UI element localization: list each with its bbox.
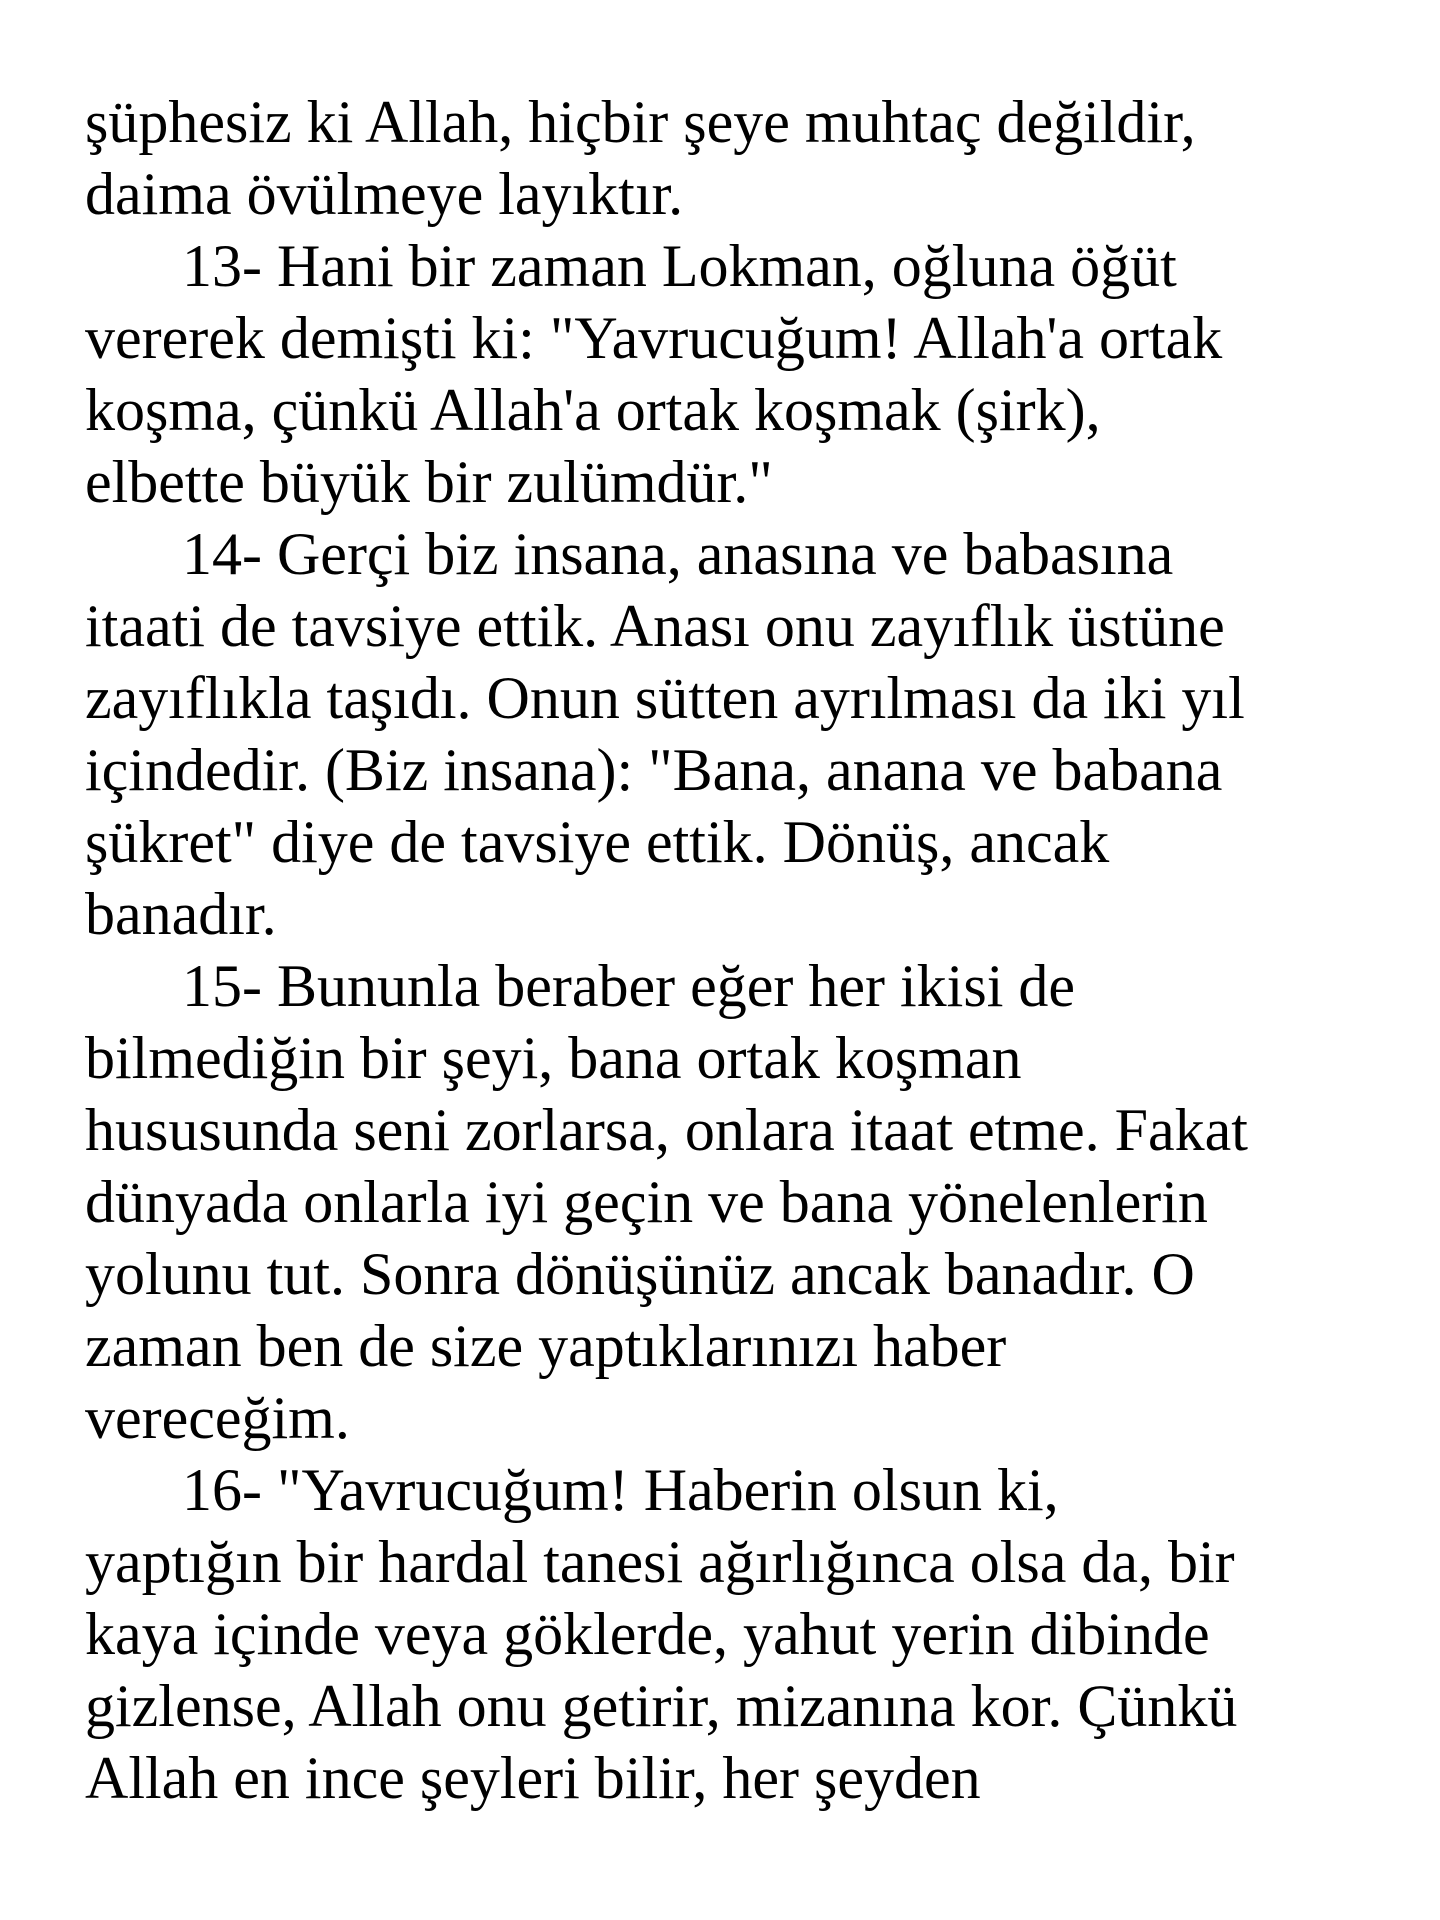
text-line: elbette büyük bir zulümdür." [85,449,773,515]
text-line: hususunda seni zorlarsa, onlara itaat etme. Fakat [85,1097,1248,1163]
text-line: vereceğim. [85,1385,350,1451]
text-line: şüphesiz ki Allah, hiçbir şeye muhtaç değildir, [85,89,1196,155]
text-line: koşma, çünkü Allah'a ortak koşmak (şirk), [85,377,1101,443]
text-line: yaptığın bir hardal tanesi ağırlığınca olsa da, bir [85,1529,1235,1595]
text-line: Allah en ince şeyleri bilir, her şeyden [85,1745,981,1811]
text-line: bilmediğin bir şeyi, bana ortak koşman [85,1025,1022,1091]
text-line: kaya içinde veya göklerde, yahut yerin dibinde [85,1601,1210,1667]
text-line: banadır. [85,881,277,947]
text-line: yolunu tut. Sonra dönüşünüz ancak banadır. O [85,1241,1195,1307]
text-line: dünyada onlarla iyi geçin ve bana yönelenlerin [85,1169,1208,1235]
text-line: vererek demişti ki: "Yavrucuğum! Allah'a ortak [85,305,1223,371]
text-line: daima övülmeye layıktır. [85,161,684,227]
text-line: itaati de tavsiye ettik. Anası onu zayıflık üstüne [85,593,1225,659]
verse-15-start: 15- Bununla beraber eğer her ikisi de [182,953,1075,1019]
verse-14-start: 14- Gerçi biz insana, anasına ve babasına [182,521,1174,587]
text-line: zaman ben de size yaptıklarınızı haber [85,1313,1007,1379]
text-line: içindedir. (Biz insana): "Bana, anana ve babana [85,737,1223,803]
text-line: zayıflıkla taşıdı. Onun sütten ayrılması da iki yıl [85,665,1245,731]
text-line: gizlense, Allah onu getirir, mizanına kor. Çünkü [85,1673,1238,1739]
body-text [85,86,1385,1814]
verse-13-start: 13- Hani bir zaman Lokman, oğluna öğüt [182,233,1177,299]
text-line: şükret" diye de tavsiye ettik. Dönüş, ancak [85,809,1110,875]
verse-16-start: 16- "Yavrucuğum! Haberin olsun ki, [182,1457,1059,1523]
